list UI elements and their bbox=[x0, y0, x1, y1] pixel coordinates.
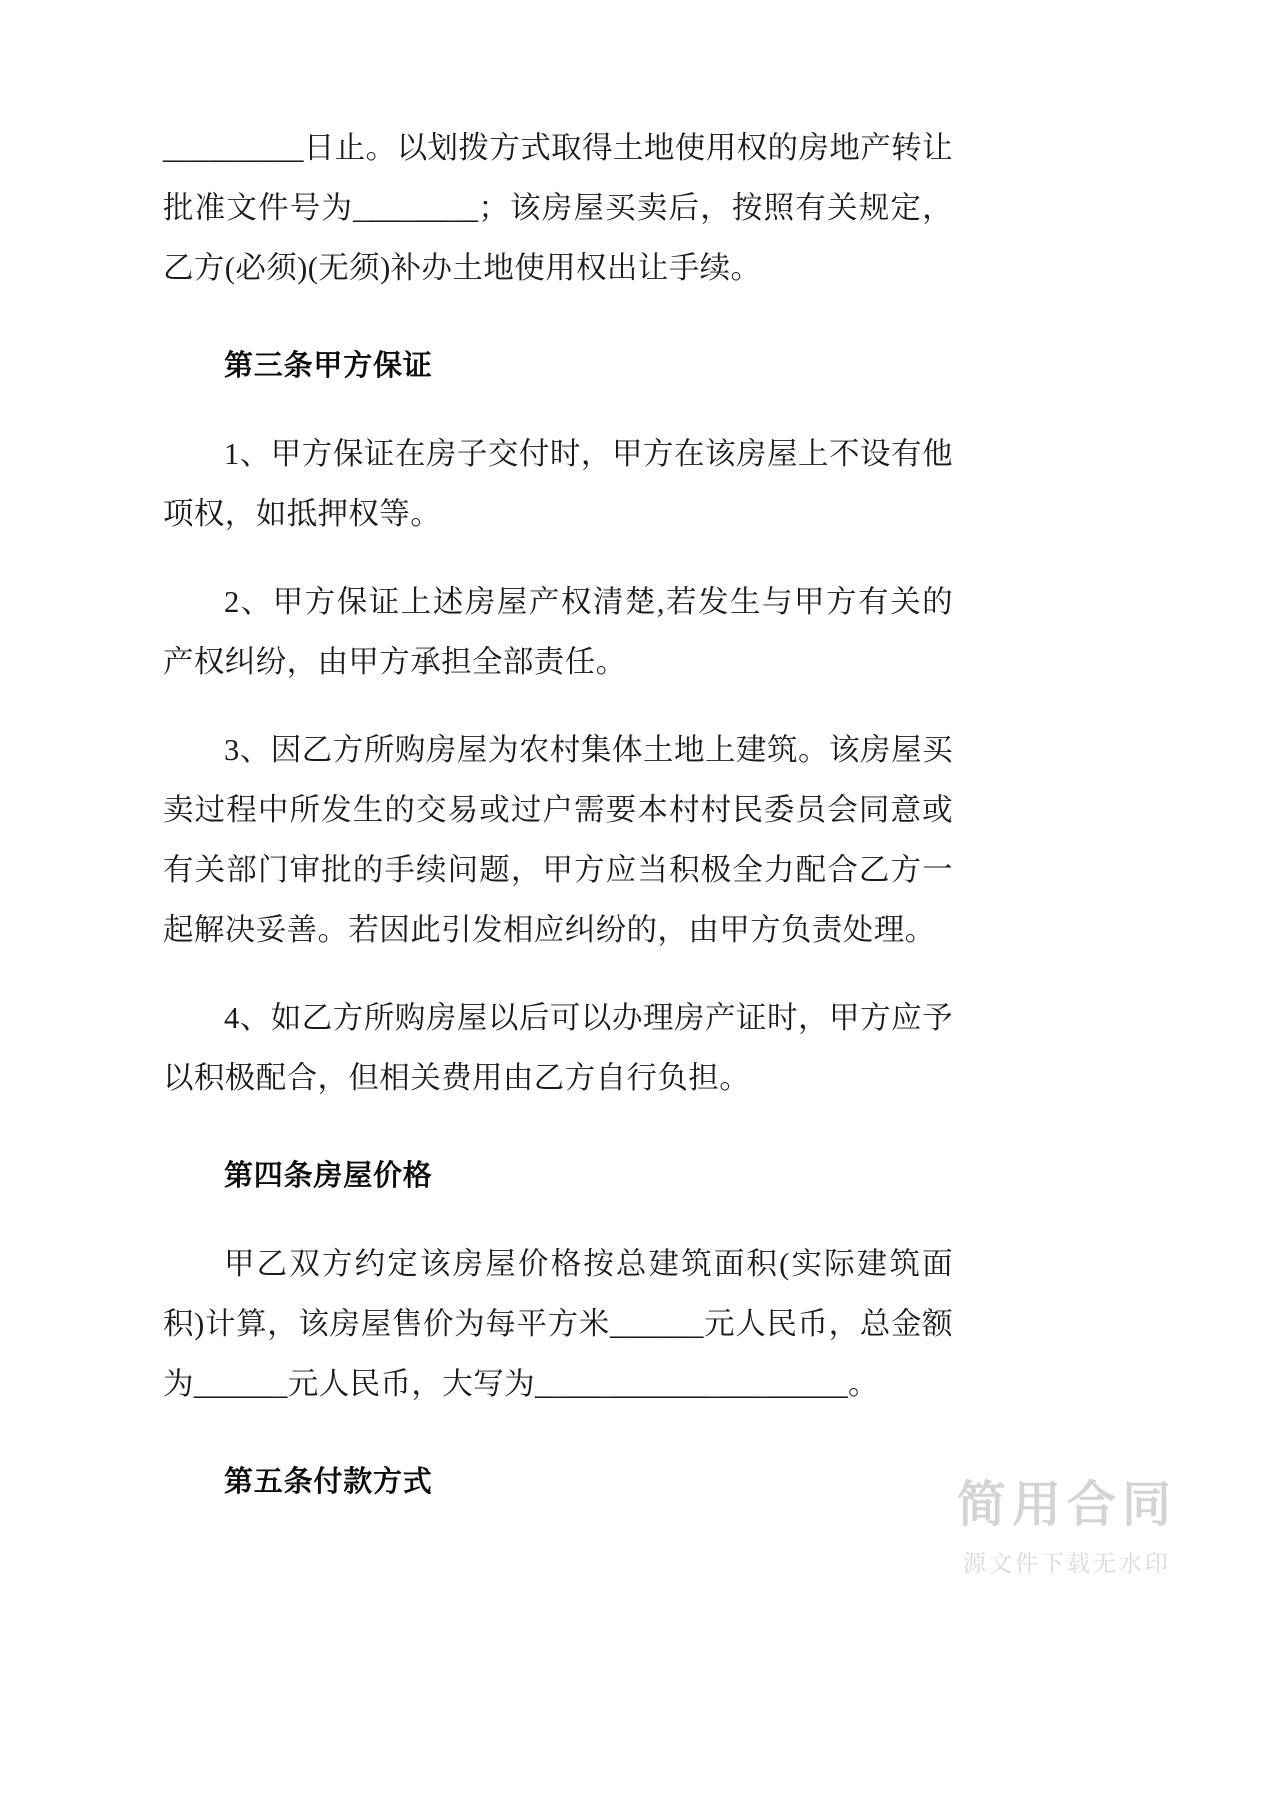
spacer bbox=[163, 396, 953, 424]
paragraph-land-transfer: _________日止。以划拨方式取得土地使用权的房地产转让批准文件号为________；该房屋买卖后，按照有关规定，乙方(必须)(无须)补办土地使用权出让手续。 bbox=[163, 131, 953, 285]
paragraph-house-price: 甲乙双方约定该房屋价格按总建筑面积(实际建筑面积)计算，该房屋售价为每平方米______元人民币，总金额为______元人民币，大写为____________________。 bbox=[163, 1247, 953, 1401]
document-body bbox=[163, 118, 953, 1512]
clause-item-1: 1、甲方保证在房子交付时，甲方在该房屋上不设有他项权，如抵押权等。 bbox=[163, 437, 953, 531]
spacer bbox=[163, 544, 953, 572]
watermark-main-text: 简用合同 bbox=[956, 1477, 1177, 1532]
clause-item-2: 2、甲方保证上述房屋产权清楚,若发生与甲方有关的产权纠纷，由甲方承担全部责任。 bbox=[163, 585, 953, 679]
spacer bbox=[163, 692, 953, 720]
watermark-sub-text: 源文件下载无水印 bbox=[963, 1550, 1171, 1576]
heading-article-five: 第五条付款方式 bbox=[224, 1466, 433, 1498]
heading-article-three: 第三条甲方保证 bbox=[224, 350, 433, 382]
clause-item-4: 4、如乙方所购房屋以后可以办理房产证时，甲方应予以积极配合，但相关费用由乙方自行负担。 bbox=[163, 1001, 953, 1095]
heading-article-four: 第四条房屋价格 bbox=[224, 1160, 433, 1192]
spacer bbox=[163, 960, 953, 988]
spacer bbox=[163, 1206, 953, 1234]
spacer bbox=[163, 1108, 953, 1146]
spacer bbox=[163, 298, 953, 336]
clause-item-3: 3、因乙方所购房屋为农村集体土地上建筑。该房屋买卖过程中所发生的交易或过户需要本村村民委员会同意或有关部门审批的手续问题，甲方应当积极全力配合乙方一起解决妥善。若因此引发相应纠纷的，由甲方负责处理。 bbox=[163, 733, 953, 947]
spacer bbox=[163, 1414, 953, 1452]
watermark bbox=[902, 1477, 1232, 1578]
